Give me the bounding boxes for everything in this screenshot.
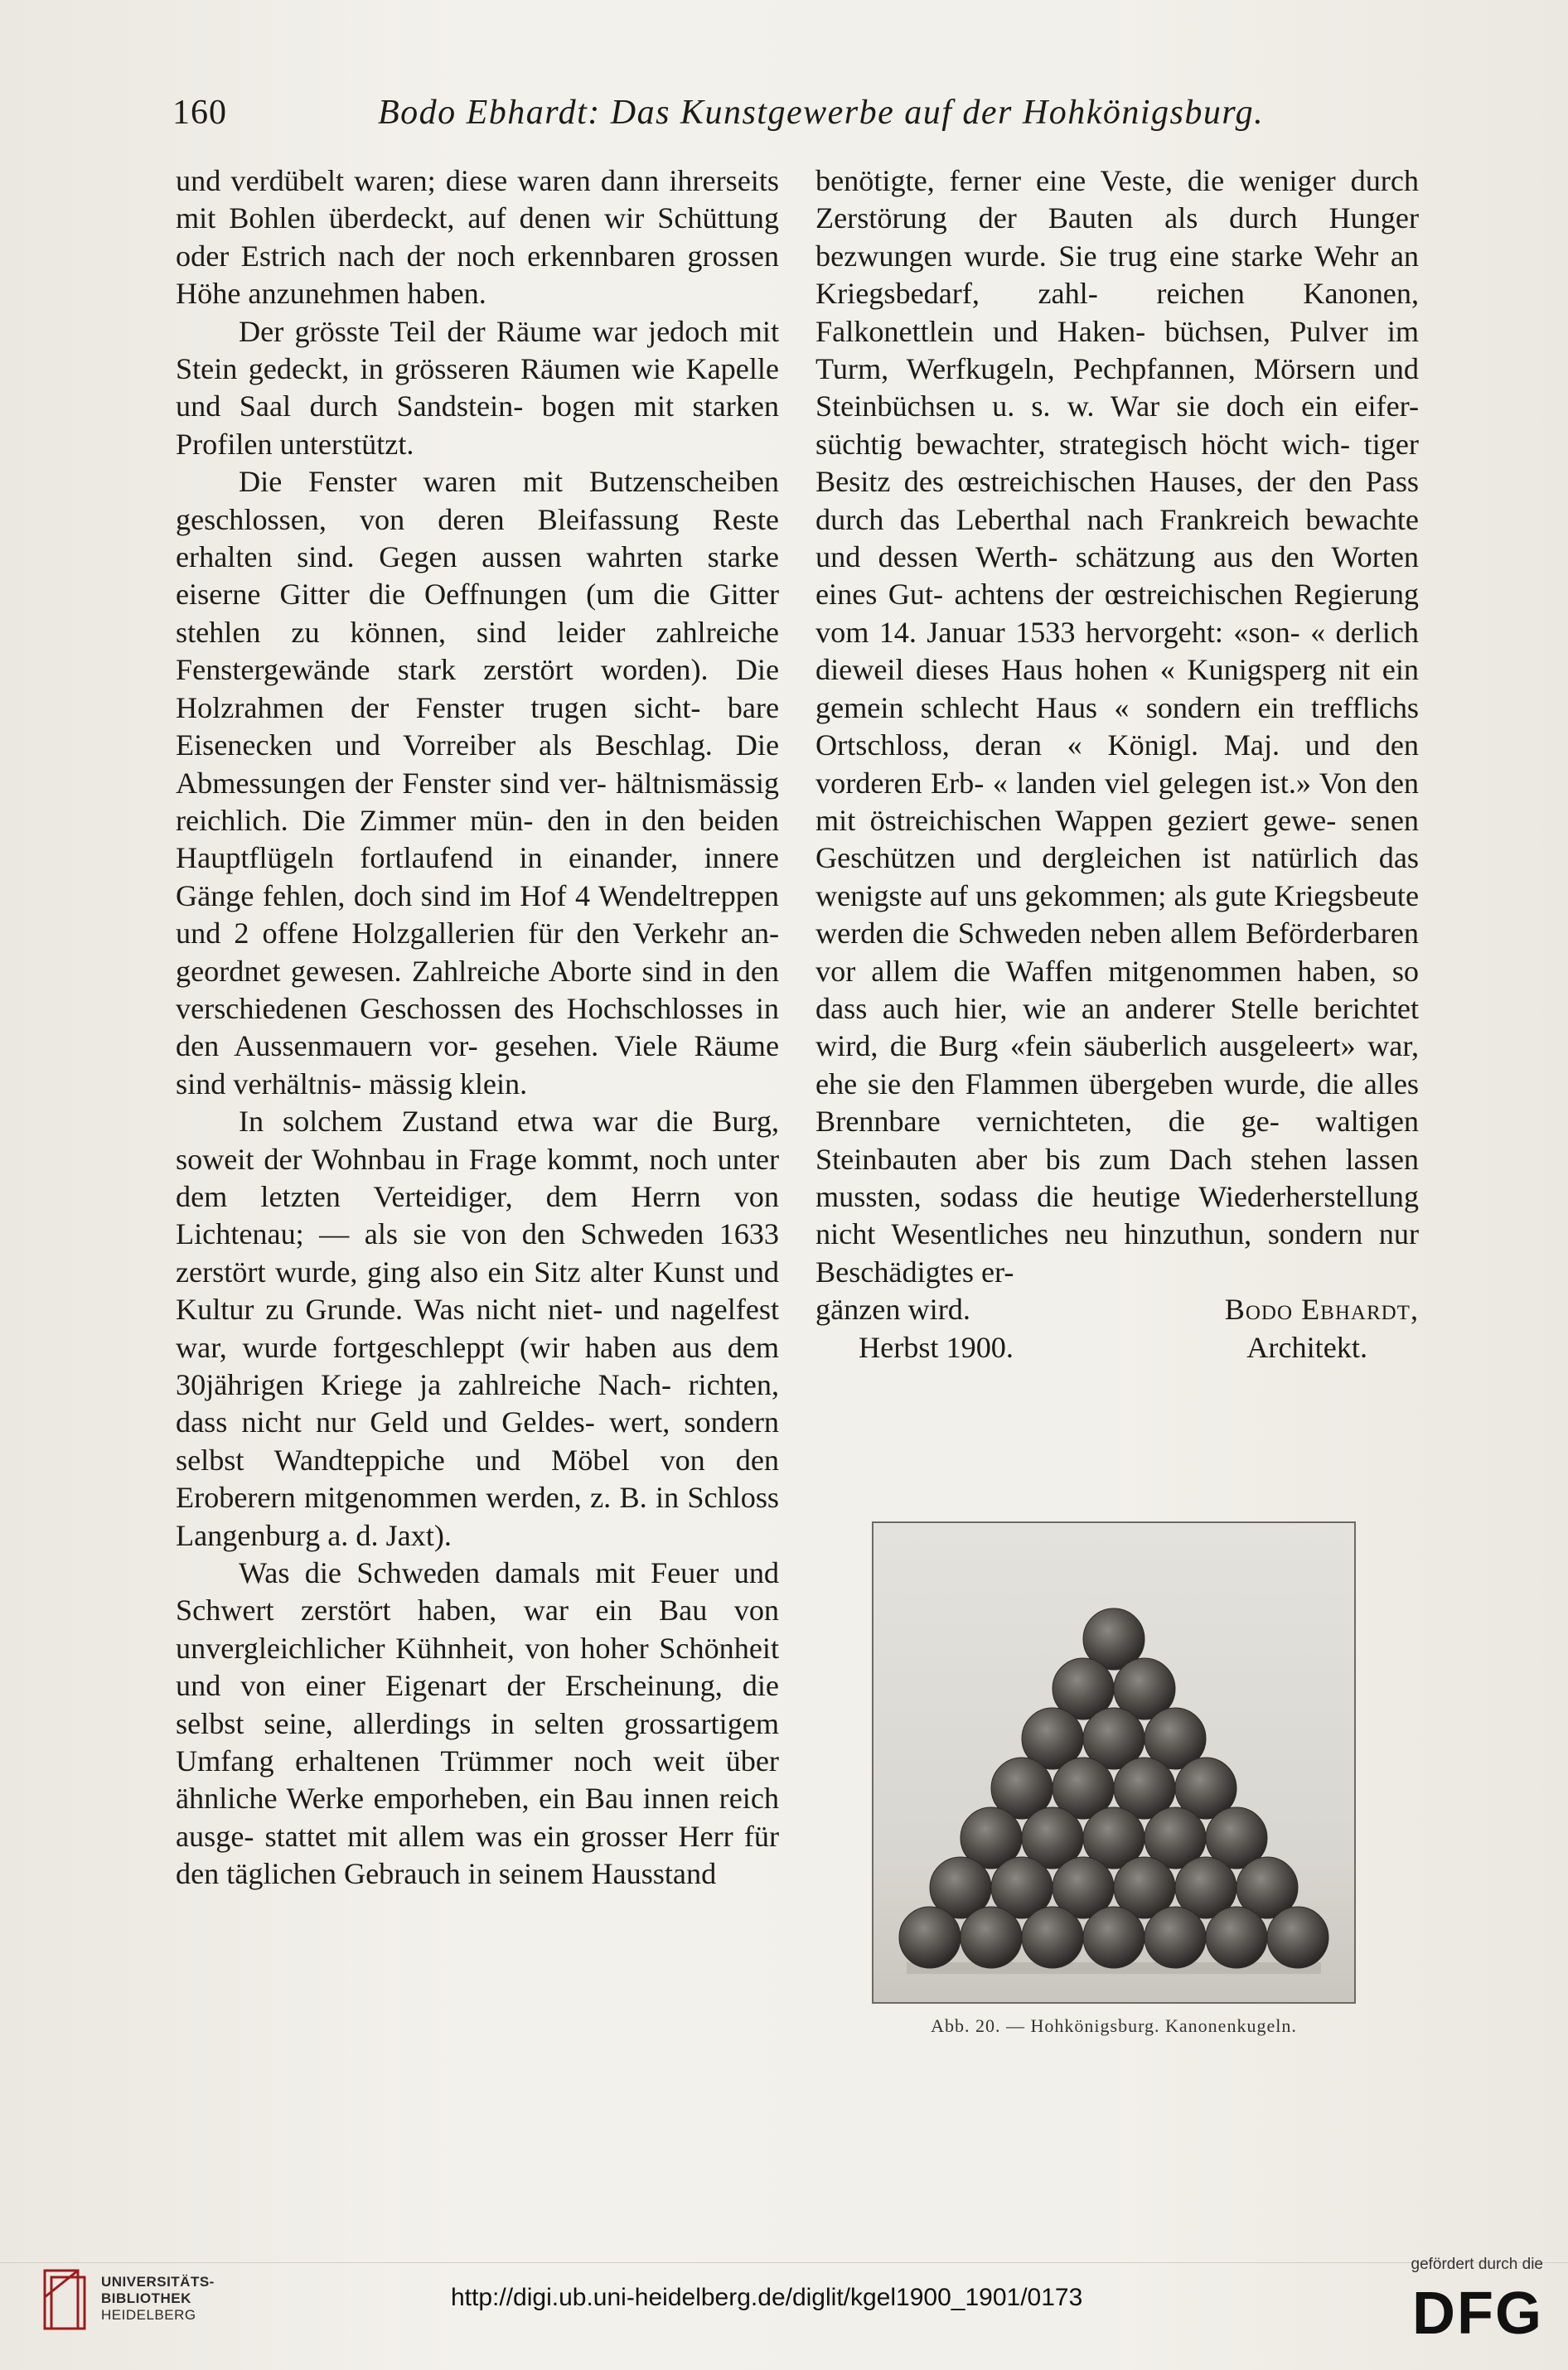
text-line: süchtig bewachter, strategisch höcht wich-	[815, 427, 1350, 461]
text-line: den in den beiden Hauptflügeln fortlaufend	[176, 803, 780, 875]
text-line: Pechpfannen, Mörsern und Steinbüchsen	[815, 352, 1419, 423]
text-line: in einander, innere Gänge fehlen, doch	[176, 841, 779, 912]
text-line: als gute Kriegsbeute werden die Schweden	[815, 878, 1420, 950]
text-line: durch Zerstörung der Bauten als durch	[815, 164, 1419, 235]
library-name-line1: UNIVERSITÄTS-	[101, 2274, 215, 2290]
text-line: hältnismässig reichlich. Die Zimmer mün-	[176, 766, 780, 837]
text-line: Wiederherstellung nicht Wesentliches neu	[815, 1179, 1419, 1251]
text-line: werden, z. B. in Schloss Langenburg a.	[176, 1481, 780, 1552]
text-line: tiger Besitz des œstreichischen Hauses,	[815, 427, 1419, 499]
paragraph	[176, 162, 779, 313]
text-line: « Königl. Maj. und den vorderen Erb-	[815, 728, 1420, 800]
text-line: Die Fenster waren mit Butzenscheiben	[239, 465, 779, 499]
text-line: Burg, soweit der Wohnbau in Frage	[176, 1105, 780, 1176]
text-line: Grunde. Was nicht niet- und nagelfest war,	[176, 1293, 780, 1364]
text-line: Was die Schweden damals mit Feuer	[239, 1556, 719, 1590]
text-line: Frankreich bewachte und dessen Werth-	[815, 502, 1419, 574]
text-line: hinzuthun, sondern nur Beschädigtes er-	[815, 1217, 1419, 1289]
text-line: stehlen zu können, sind leider zahlreiche	[176, 615, 779, 649]
text-line: büchsen, Pulver im Turm, Werfkugeln,	[815, 314, 1420, 386]
text-line: « derlich dieweil dieses Haus hohen	[815, 615, 1419, 687]
cannonball	[1022, 1907, 1083, 1968]
cannonball	[961, 1907, 1022, 1968]
text-line: benötigte, ferner eine Veste, die weniger	[815, 164, 1336, 197]
text-line: reichen Kanonen, Falkonettlein und Haken-	[815, 277, 1419, 348]
text-line: erhalten sind. Gegen aussen wahrten starke	[176, 540, 779, 574]
text-line: d. Jaxt).	[356, 1518, 452, 1552]
text-line: in den verschiedenen Geschossen des	[176, 954, 779, 1025]
text-line: vom 14. Januar 1533 hervorgeht: «son-	[815, 615, 1300, 649]
signature-line1-left: gänzen wird.	[815, 1293, 970, 1327]
cannonball	[899, 1907, 961, 1968]
text-line: « sondern ein trefflichs Ortschloss, deran	[815, 690, 1420, 762]
text-line: Die Holzrahmen der Fenster trugen sicht-	[176, 653, 779, 724]
funded-by-label: gefördert durch die	[1411, 2256, 1543, 2273]
right-text-column	[815, 162, 1419, 1366]
text-line: dem Herrn von Lichtenau; — als sie von	[176, 1179, 779, 1251]
text-line: offene Holzgallerien für den Verkehr an-	[262, 917, 780, 950]
text-line: erkennbaren grossen Höhe anzunehmen	[176, 239, 779, 311]
library-name-line2: BIBLIOTHEK	[101, 2290, 191, 2306]
text-line: also ein Sitz alter Kunst und Kultur zu	[176, 1255, 780, 1327]
text-line: In solchem Zustand etwa war die	[239, 1105, 694, 1139]
text-line: ehe sie den Flammen übergeben wurde,	[815, 1066, 1307, 1100]
text-line: kommt, noch unter dem letzten Verteidiger,	[176, 1142, 779, 1213]
right-column-paragraphs	[815, 162, 1419, 1291]
text-line: geordnet gewesen. Zahlreiche Aborte sind	[176, 954, 692, 988]
text-line: starke Wehr an Kriegsbedarf, zahl-	[815, 239, 1420, 311]
signature-line-2	[815, 1329, 1419, 1366]
university-library-logo-icon	[40, 2264, 91, 2334]
text-line: Erscheinung, die selbst seine, allerdings in	[176, 1669, 779, 1740]
text-line: stattet mit allem was ein grosser Herr für	[264, 1819, 779, 1853]
text-line: Die Abmessungen der Fenster sind ver-	[176, 728, 780, 800]
text-line: 30jährigen Kriege ja zahlreiche Nach-	[176, 1368, 672, 1401]
text-line: geschlossen, von deren Bleifassung Reste	[176, 502, 779, 536]
paragraph	[176, 1555, 779, 1894]
text-line: den täglichen Gebrauch in seinem Hausstand	[176, 1857, 717, 1891]
signature-line-1	[815, 1291, 1419, 1328]
text-line: Trümmer noch weit über ähnliche Werke	[176, 1744, 779, 1816]
cannonball	[1267, 1907, 1328, 1968]
signature-date: Herbst 1900.	[859, 1330, 1014, 1364]
paragraph	[176, 313, 779, 464]
author-signature: Bodo Ebhardt,	[1224, 1293, 1419, 1327]
text-line: die alles Brennbare vernichteten, die ge-	[815, 1066, 1420, 1139]
paragraph	[176, 463, 779, 1103]
text-line: Hochschlosses in den Aussenmauern vor-	[176, 991, 779, 1063]
text-line: mässig klein.	[369, 1066, 528, 1100]
cannonball	[1206, 1907, 1267, 1968]
text-line: wert, sondern selbst Wandteppiche und	[176, 1405, 779, 1477]
text-line: Hunger bezwungen wurde. Sie trug eine	[815, 201, 1419, 273]
cannonball-photo	[872, 1521, 1356, 2004]
text-line: gesehen. Viele Räume sind verhältnis-	[176, 1029, 780, 1100]
text-line: waltigen Steinbauten aber bis zum Dach	[815, 1105, 1419, 1176]
text-line: die Burg «fein säuberlich ausgeleert» war,	[889, 1029, 1419, 1063]
text-line: ihrerseits mit Bohlen überdeckt, auf denen	[176, 164, 779, 235]
left-text-column	[176, 162, 779, 1894]
text-line: und verdübelt waren; diese waren dann	[176, 164, 660, 197]
text-line: mit Stein gedeckt, in grösseren Räumen	[176, 314, 780, 386]
text-line: den Schweden 1633 zerstört wurde, ging	[176, 1217, 779, 1289]
text-line: eiserne Gitter die Oeffnungen (um die Gitter	[176, 578, 779, 612]
text-line: bare Eisenecken und Vorreiber als Beschlag.	[176, 690, 780, 762]
text-line: wurde fortgeschleppt (wir haben aus dem	[242, 1330, 780, 1364]
cannonball-pyramid-image	[874, 1523, 1354, 2002]
text-line: emporheben, ein Bau innen reich ausge-	[176, 1782, 779, 1853]
text-line: Möbel von den Eroberern mitgenommen	[176, 1443, 779, 1515]
cannonball	[1083, 1907, 1145, 1968]
text-line: richten, dass nicht nur Geld und Geldes-	[176, 1368, 779, 1439]
text-line: östreichischen Wappen geziert gewe-	[869, 803, 1337, 837]
text-line: Fenstergewände stark zerstört worden).	[176, 653, 709, 687]
library-name-line3: HEIDELBERG	[101, 2307, 196, 2323]
source-url[interactable]: http://digi.ub.uni-heidelberg.de/diglit/kgel1900_1901/0173	[451, 2284, 1083, 2311]
text-line: bogen mit starken Profilen unterstützt.	[176, 389, 779, 461]
figure-caption: Abb. 20. — Hohkönigsburg. Kanonenkugeln.	[931, 2015, 1297, 2036]
text-line: « Kunigsperg nit ein gemein schlecht Haus	[815, 653, 1420, 724]
text-line: u. s. w. War sie doch ein eifer-	[992, 389, 1420, 423]
running-title: Bodo Ebhardt: Das Kunstgewerbe auf der Hohkönigsburg.	[378, 94, 1265, 132]
text-line: achtens der œstreichischen Regierung	[954, 578, 1420, 612]
text-line: natürlich das wenigste auf uns gekommen;	[815, 841, 1420, 912]
text-line: Waffen mitgenommen haben, so dass auch	[815, 954, 1419, 1025]
footer-divider	[0, 2262, 1568, 2263]
text-line: stehen lassen mussten, sodass die heutige	[815, 1142, 1419, 1213]
text-line: wie Kapelle und Saal durch Sandstein-	[176, 352, 779, 423]
text-line: sind im Hof 4 Wendeltreppen und 2	[176, 878, 779, 950]
paragraph	[176, 1103, 779, 1555]
text-line: Schönheit und von einer Eigenart der	[176, 1631, 780, 1703]
page-number: 160	[172, 94, 227, 132]
dfg-logo: DFG	[1412, 2281, 1543, 2347]
cannonball	[1145, 1907, 1206, 1968]
text-line: senen Geschützen und dergleichen ist	[815, 803, 1419, 875]
text-line: der den Pass durch das Leberthal nach	[815, 465, 1420, 536]
text-line: hier, wie an anderer Stelle berichtet wird,	[815, 991, 1420, 1063]
paragraph	[815, 162, 1419, 1291]
text-line: neben allem Beförderbaren vor allem die	[815, 917, 1419, 988]
text-line: und Schwert zerstört haben, war ein Bau	[176, 1556, 779, 1628]
text-line: schätzung aus den Worten eines Gut-	[815, 540, 1420, 612]
text-line: wir Schüttung oder Estrich nach der noch	[176, 201, 779, 273]
text-line: Der grösste Teil der Räume war jedoch	[239, 314, 728, 348]
text-line: « landen viel gelegen ist.» Von den mit	[815, 766, 1419, 837]
text-line: selten grossartigem Umfang erhaltenen	[176, 1706, 780, 1778]
author-title: Architekt.	[1246, 1330, 1367, 1364]
text-line: haben.	[407, 277, 486, 311]
library-name	[101, 2274, 215, 2324]
text-line: von unvergleichlicher Kühnheit, von hoher	[176, 1594, 779, 1665]
